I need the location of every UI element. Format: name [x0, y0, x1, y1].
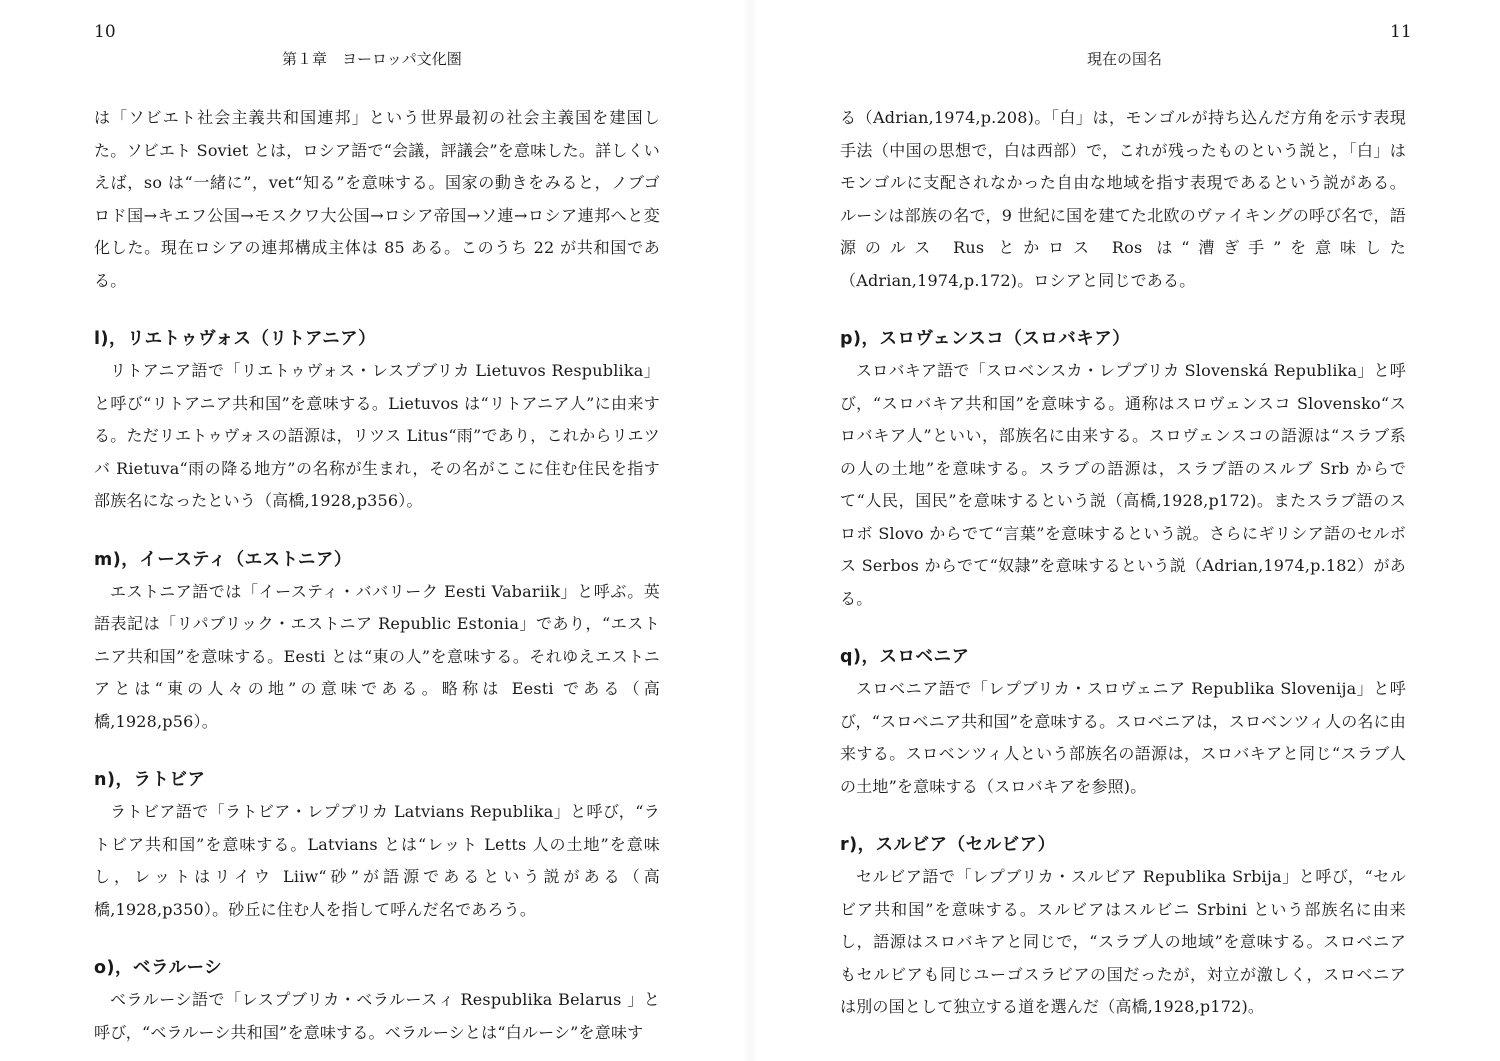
running-head: 現在の国名: [1087, 50, 1163, 68]
paragraph: スロバキア語で「スロベンスカ・レプブリカ Slovenská Republika」と呼び，“スロバキア共和国”を意味する。通称はスロヴェンスコ Slovensko“スロバキア人”といい，部族名に由来する。スロヴェンスコの語源は“スラブ系の人の土地”を意味する。スラブの語源は，スラブ語のスルブ Srb からでて“人民，国民”を意味するという説（高橋,1928,p172)。またスラブ語のスロボ Slovo からでて“言葉”を意味するという説。さらにギリシア語のセルボス Serbos からでて“奴隷”を意味するという説（Adrian,1974,p.182）がある。: [840, 361, 1406, 608]
running-head: 第１章 ヨーロッパ文化圏: [282, 50, 462, 68]
paragraph: ラトビア語で「ラトビア・レプブリカ Latvians Republika」と呼び，“ラトビア共和国”を意味する。Latvians とは“レット Letts 人の土地”を意味し，レットはリイウ Liiw“砂”が語源であるという説がある（高橋,1928,p350）。砂丘に住む人を指して呼んだ名であろう。: [94, 802, 660, 919]
section-heading: n)，ラトビア: [94, 770, 206, 790]
paragraph: ベラルーシ語で「レスプブリカ・ベラルースィ Respublika Belarus 」と呼び，“ベラルーシ共和国”を意味する。ベラルーシとは“白ルーシ”を意味す: [94, 990, 660, 1042]
paragraph: セルビア語で「レプブリカ・スルビア Republika Srbija」と呼び，“セルビア共和国”を意味する。スルビアはスルビニ Srbini という部族名に由来し，語源はスロバキアと同じで，“スラブ人の地域”を意味する。スロベニアもセルビアも同じユーゴスラビアの国だったが，対立が激しく，スロベニアは別の国として独立する道を選んだ（高橋,1928,p172)。: [840, 867, 1406, 1016]
page-number: 11: [1390, 22, 1412, 42]
section-heading: m)，イースティ（エストニア）: [94, 549, 352, 570]
page-body: [94, 102, 660, 1049]
section-heading: o)，ベラルーシ: [94, 958, 223, 978]
paragraph: リトアニア語で「リエトゥヴォス・レスプブリカ Lietuvos Respublika」と呼び“リトアニア共和国”を意味する。Lietuvos は“リトアニア人”に由来する。ただリエトゥヴォスの語源は，リツス Litus“雨”であり，これからリエツバ Rietuva“雨の降る地方”の名称が生まれ，その名がここに住む住民を指す部族名になったという（高橋,1928,p356）。: [94, 361, 660, 510]
right-page: [750, 0, 1500, 1061]
section-heading: q)，スロベニア: [840, 647, 970, 667]
section-heading: l)，リエトゥヴォス（リトアニア）: [94, 329, 377, 349]
page-number: 10: [94, 22, 116, 42]
paragraph: は「ソビエト社会主義共和国連邦」という世界最初の社会主義国を建国した。ソビエト Soviet とは，ロシア語で“会議，評議会”を意味した。詳しくいえば，so は“一緒に”，vet“知る”を意味する。国家の動きをみると，ノブゴロド国→キエフ公国→モスクワ大公国→ロシア帝国→ソ連→ロシア連邦へと変化した。現在ロシアの連邦構成主体は 85 ある。このうち 22 が共和国である。: [94, 108, 660, 290]
section-heading: r)，スルビア（セルビア）: [840, 835, 1056, 855]
paragraph: スロベニア語で「レプブリカ・スロヴェニア Republika Slovenija」と呼び，“スロベニア共和国”を意味する。スロベニアは，スロベンツィ人の名に由来する。スロベンツィ人という部族名の語源は，スロバキアと同じ“スラブ人の土地”を意味する（スロバキアを参照)。: [840, 679, 1406, 796]
paragraph: エストニア語では「イースティ・ババリーク Eesti Vabariik」と呼ぶ。英語表記は「リパブリック・エストニア Republic Estonia」であり，“エストニア共和国”を意味する。Eesti とは“東の人”を意味する。それゆえエストニアとは“東の人々の地”の意味である。略称は Eesti である（高橋,1928,p56）。: [94, 581, 660, 731]
section-heading: p)，スロヴェンスコ（スロバキア）: [840, 329, 1131, 349]
page-body: [840, 102, 1406, 1024]
paragraph: る（Adrian,1974,p.208)。「白」は，モンゴルが持ち込んだ方角を示す表現手法（中国の思想で，白は西部）で，これが残ったものという説と，「白」はモンゴルに支配されなかった自由な地域を指す表現であるという説がある。ルーシは部族の名で，9 世紀に国を建てた北欧のヴァイキングの呼び名で，語源のルス Rus とかロス Ros は“漕ぎ手”を意味した（Adrian,1974,p.172)。ロシアと同じである。: [840, 108, 1406, 290]
